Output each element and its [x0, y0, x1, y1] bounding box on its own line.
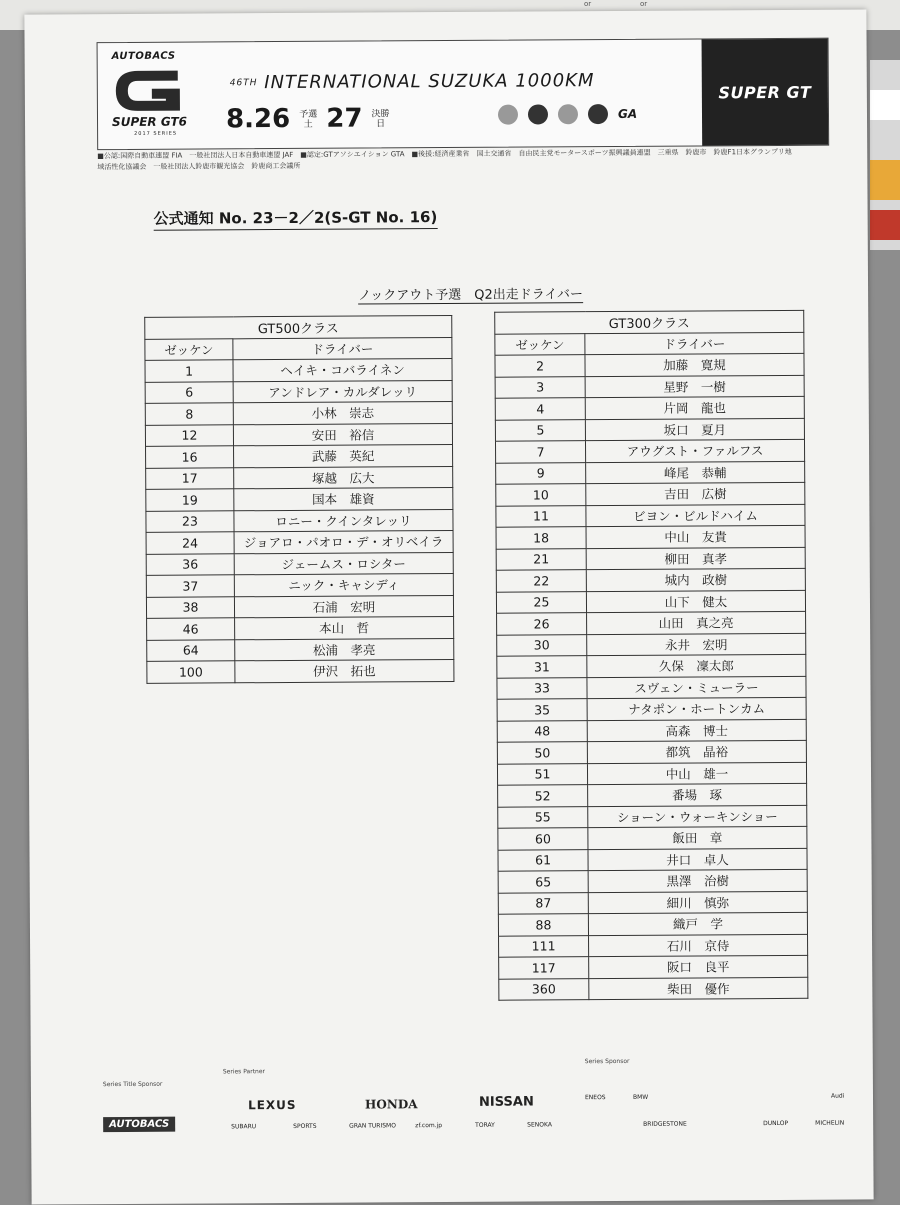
car-number: 38 — [146, 596, 234, 618]
race-label — [372, 109, 390, 129]
partner-logos — [498, 104, 637, 125]
table-row — [146, 573, 453, 596]
driver-name: 峰尾 恭輔 — [586, 461, 805, 484]
driver-name: 織戸 学 — [588, 912, 807, 935]
driver-column-header: ドライバー — [233, 337, 452, 360]
driver-name: 柳田 真孝 — [586, 547, 805, 570]
driver-name: 番場 琢 — [588, 783, 807, 806]
table-row — [498, 783, 807, 806]
table-row — [496, 461, 805, 484]
driver-name: 加藤 寛規 — [585, 353, 804, 376]
table-row — [498, 848, 807, 871]
table-row — [498, 826, 807, 849]
super-gt-logo: SUPER GT — [702, 39, 829, 146]
table-row — [146, 444, 453, 467]
table-row — [497, 676, 806, 699]
dunlop-logo: DUNLOP — [763, 1119, 789, 1128]
table-row — [497, 697, 806, 720]
driver-name: 中山 友貴 — [586, 525, 805, 548]
table-row — [145, 401, 452, 424]
table-row — [495, 375, 804, 398]
car-number: 1 — [145, 360, 233, 382]
sports-logo: SPORTS — [293, 1122, 317, 1130]
car-number: 31 — [497, 656, 587, 678]
bg-cell: or — [640, 0, 648, 8]
car-number: 33 — [497, 677, 587, 699]
sponsor-footer — [102, 1057, 864, 1159]
organizers-text: ■公認:国際自動車連盟 FIA 一般社団法人日本自動車連盟 JAF ■認定:GTアソシエイション GTA ■後援:経済産業省 国土交通省 自由民主党モータースポーツ振興議員連盟 三重県 鈴鹿市 鈴鹿F1日本グランプリ地域活性化協議会 一般社団法人鈴鹿市観光協会 鈴鹿商工会議所 — [97, 147, 792, 172]
qualifying-label — [299, 109, 317, 129]
driver-name: 井口 卓人 — [588, 848, 807, 871]
car-number: 88 — [498, 914, 588, 936]
car-number: 60 — [498, 828, 588, 850]
table-row — [496, 525, 805, 548]
table-row — [146, 530, 453, 553]
car-number: 12 — [145, 424, 233, 446]
car-number: 52 — [498, 785, 588, 807]
table-row — [496, 504, 805, 527]
car-number: 25 — [496, 591, 586, 613]
driver-name: 城内 政樹 — [586, 568, 805, 591]
table-row — [496, 482, 805, 505]
background-object — [870, 60, 900, 250]
driver-name: ジョアロ・パオロ・デ・オリベイラ — [234, 530, 453, 553]
race-date: 27 — [326, 103, 363, 134]
super-gt-g-logo-icon — [108, 62, 208, 119]
bmw-logo: BMW — [632, 1093, 649, 1101]
notice-subtitle: ノックアウト予選 Q2出走ドライバー — [358, 283, 583, 304]
table-row — [497, 719, 806, 742]
driver-name: 久保 凜太郎 — [587, 654, 806, 677]
table-row — [145, 380, 452, 403]
driver-name: 細川 慎弥 — [588, 891, 807, 914]
driver-name: アウグスト・ファルフス — [585, 439, 804, 462]
car-number: 19 — [146, 489, 234, 511]
table-row — [145, 423, 452, 446]
partner-label: Series Partner — [222, 1068, 266, 1076]
bg-cell: or — [584, 0, 592, 8]
driver-name: 石浦 宏明 — [234, 595, 453, 618]
number-column-header: ゼッケン — [495, 333, 585, 355]
autobacs-sponsor-logo: AUTOBACS — [103, 1117, 175, 1132]
car-number: 100 — [147, 661, 235, 683]
driver-column-header: ドライバー — [585, 332, 804, 355]
car-number: 64 — [147, 639, 235, 661]
driver-name: 吉田 広樹 — [586, 482, 805, 505]
car-number: 65 — [498, 871, 588, 893]
table-row — [498, 891, 807, 914]
car-number: 87 — [498, 892, 588, 914]
table-row — [147, 638, 454, 661]
driver-name: ショーン・ウォーキンショー — [588, 805, 807, 828]
number-column-header: ゼッケン — [145, 338, 233, 360]
event-dates — [226, 103, 390, 134]
table-row — [496, 590, 805, 613]
table-row — [495, 353, 804, 376]
driver-name: ヘイキ・コバライネン — [233, 358, 452, 381]
table-row — [146, 595, 453, 618]
gran-turismo-logo: GRAN TURISMO — [349, 1122, 396, 1130]
audi-logo: Audi — [830, 1092, 845, 1100]
zf-logo: zf.com.jp — [415, 1122, 443, 1130]
driver-name: ナタポン・ホートンカム — [587, 697, 806, 720]
car-number: 2 — [495, 355, 585, 377]
senoka-logo: SENOKA — [527, 1121, 552, 1129]
driver-name: ニック・キャシディ — [234, 573, 453, 596]
table-row — [499, 955, 808, 978]
subaru-logo: SUBARU — [231, 1123, 257, 1131]
event-title — [230, 70, 595, 93]
gt500-rows — [145, 358, 454, 682]
driver-name: 高森 博士 — [587, 719, 806, 742]
series-year: 2017 SERIES — [134, 130, 178, 137]
car-number: 8 — [145, 403, 233, 425]
table-row — [497, 762, 806, 785]
table-row — [497, 611, 806, 634]
car-number: 24 — [146, 532, 234, 554]
driver-name: 山下 健太 — [586, 590, 805, 613]
event-prefix: 46TH — [229, 78, 258, 89]
gt500-table — [144, 315, 454, 683]
driver-name: 片岡 龍也 — [585, 396, 804, 419]
eneos-logo: ENEOS — [584, 1094, 606, 1102]
table-row — [146, 509, 453, 532]
car-number: 61 — [498, 849, 588, 871]
car-number: 10 — [496, 484, 586, 506]
car-number: 117 — [499, 957, 589, 979]
super-gt6-logo: SUPER GT6 — [111, 114, 188, 130]
driver-name: 石川 京侍 — [589, 934, 808, 957]
driver-name: 本山 哲 — [235, 616, 454, 639]
car-number: 21 — [496, 548, 586, 570]
table-row — [146, 487, 453, 510]
gt300-rows — [495, 353, 808, 1000]
car-number: 9 — [496, 462, 586, 484]
race-label-text: 決勝 — [371, 108, 390, 119]
car-number: 50 — [497, 742, 587, 764]
driver-name: 小林 崇志 — [233, 401, 452, 424]
table-row — [147, 659, 454, 682]
driver-name: 国本 雄資 — [234, 487, 453, 510]
driver-name: 星野 一樹 — [585, 375, 804, 398]
driver-name: 中山 雄一 — [587, 762, 806, 785]
gt500-class-header: GT500クラス — [145, 315, 452, 338]
emblem-icon — [588, 104, 608, 124]
table-row — [147, 616, 454, 639]
notice-sheet — [24, 9, 873, 1204]
car-number: 36 — [146, 553, 234, 575]
car-number: 360 — [499, 978, 589, 1000]
table-row — [498, 912, 807, 935]
table-row — [497, 633, 806, 656]
table-row — [499, 934, 808, 957]
car-number: 17 — [146, 467, 234, 489]
table-row — [497, 654, 806, 677]
ga-logo: GA — [617, 106, 638, 121]
car-number: 55 — [498, 806, 588, 828]
title-sponsor-label: Series Title Sponsor — [102, 1080, 163, 1089]
race-day: 日 — [376, 118, 386, 129]
car-number: 5 — [495, 419, 585, 441]
car-number: 48 — [497, 720, 587, 742]
michelin-logo: MICHELIN — [815, 1119, 845, 1127]
car-number: 23 — [146, 510, 234, 532]
table-row — [495, 396, 804, 419]
driver-name: 塚越 広大 — [234, 466, 453, 489]
driver-name: 山田 真之亮 — [587, 611, 806, 634]
table-row — [146, 552, 453, 575]
table-row — [498, 805, 807, 828]
driver-name: 阪口 良平 — [589, 955, 808, 978]
gt300-table — [494, 310, 808, 1001]
car-number: 7 — [495, 441, 585, 463]
table-row — [497, 740, 806, 763]
emblem-icon — [528, 104, 548, 124]
table-row — [499, 977, 808, 1000]
qualifying-date: 8.26 — [225, 103, 291, 135]
car-number: 4 — [495, 398, 585, 420]
nissan-logo: NISSAN — [478, 1094, 534, 1110]
driver-name: ロニー・クインタレッリ — [234, 509, 453, 532]
driver-name: 坂口 夏月 — [585, 418, 804, 441]
car-number: 46 — [147, 618, 235, 640]
driver-name: 安田 裕信 — [233, 423, 452, 446]
car-number: 35 — [497, 699, 587, 721]
table-row — [146, 466, 453, 489]
table-row — [496, 547, 805, 570]
event-banner — [97, 38, 830, 150]
car-number: 18 — [496, 527, 586, 549]
table-row — [495, 439, 804, 462]
bridgestone-logo: BRIDGESTONE — [643, 1120, 687, 1128]
table-row — [145, 358, 452, 381]
driver-name: 都筑 晶裕 — [587, 740, 806, 763]
gt300-class-header: GT300クラス — [495, 310, 804, 333]
notice-title: 公式通知 No. 23－2／2(S-GT No. 16) — [154, 206, 438, 231]
driver-name: アンドレア・カルダレッリ — [233, 380, 452, 403]
driver-name: 武藤 英紀 — [234, 444, 453, 467]
driver-name: ビヨン・ビルドハイム — [586, 504, 805, 527]
car-number: 16 — [146, 446, 234, 468]
driver-name: 柴田 優作 — [589, 977, 808, 1000]
car-number: 26 — [497, 613, 587, 635]
table-row — [496, 568, 805, 591]
toray-logo: TORAY — [475, 1121, 495, 1129]
qualifying-label-text: 予選 — [299, 109, 318, 120]
car-number: 11 — [496, 505, 586, 527]
driver-name: スヴェン・ミューラー — [587, 676, 806, 699]
event-name: INTERNATIONAL SUZUKA 1000KM — [264, 70, 595, 94]
car-number: 111 — [499, 935, 589, 957]
sponsor-label: Series Sponsor — [584, 1057, 630, 1066]
qualifying-day: 土 — [303, 119, 313, 130]
car-number: 6 — [145, 381, 233, 403]
emblem-icon — [558, 104, 578, 124]
driver-name: 黒澤 治樹 — [588, 869, 807, 892]
car-number: 30 — [497, 634, 587, 656]
lexus-logo: LEXUS — [247, 1097, 297, 1113]
driver-name: 松浦 孝亮 — [235, 638, 454, 661]
table-row — [498, 869, 807, 892]
car-number: 37 — [146, 575, 234, 597]
car-number: 3 — [495, 376, 585, 398]
driver-name: ジェームス・ロシター — [234, 552, 453, 575]
car-number: 51 — [497, 763, 587, 785]
honda-logo: HONDA — [364, 1097, 418, 1112]
table-row — [495, 418, 804, 441]
driver-name: 飯田 章 — [588, 826, 807, 849]
emblem-icon — [498, 105, 518, 125]
autobacs-logo: AUTOBACS — [111, 50, 176, 63]
driver-name: 永井 宏明 — [587, 633, 806, 656]
car-number: 22 — [496, 570, 586, 592]
driver-name: 伊沢 拓也 — [235, 659, 454, 682]
